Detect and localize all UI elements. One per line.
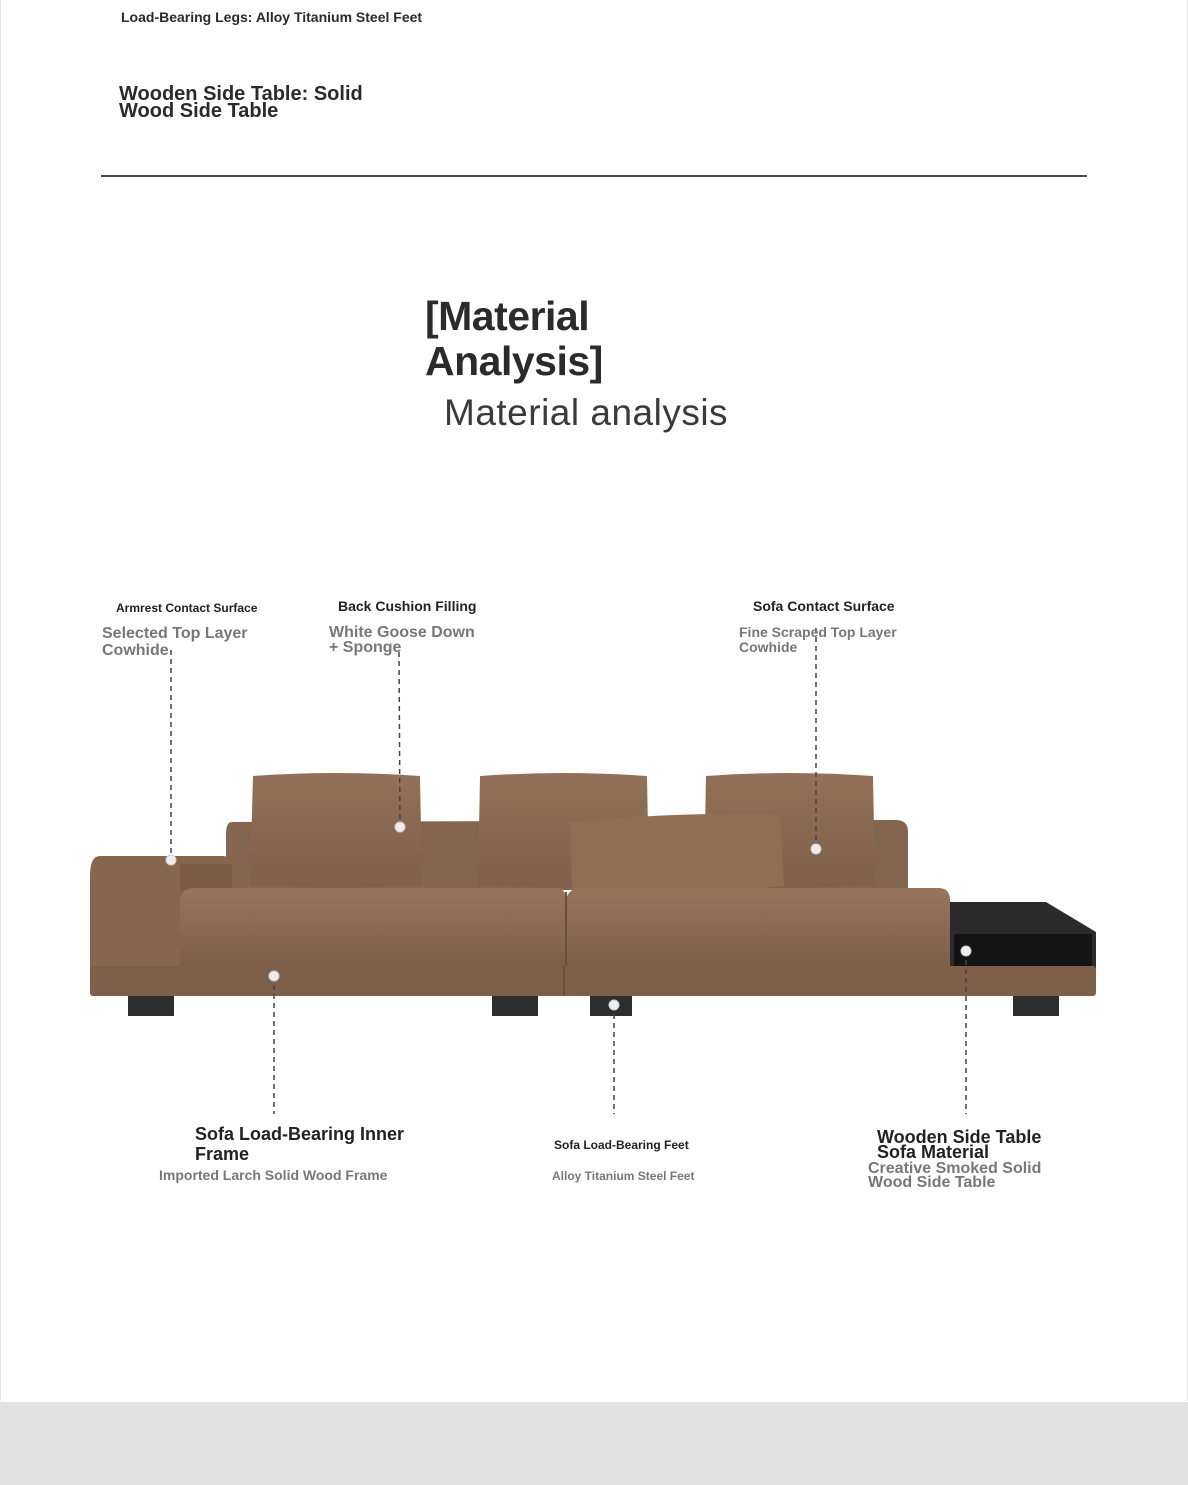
marker-feet (609, 1000, 619, 1010)
callout-frame-value: Imported Larch Solid Wood Frame (159, 1167, 388, 1183)
callout-armrest-value: Selected Top Layer Cowhide (102, 625, 248, 659)
sofa-leg-2 (492, 996, 538, 1016)
callout-side-table-heading: Wooden Side Table Sofa Material (877, 1127, 1042, 1162)
callout-side-table-value: Creative Smoked Solid Wood Side Table (868, 1160, 1042, 1191)
sofa-leg-4 (1013, 996, 1059, 1016)
marker-frame (269, 971, 279, 981)
callout-back-cushion-heading: Back Cushion Filling (338, 598, 477, 614)
callout-seat-value: Fine Scraped Top Layer Cowhide (739, 624, 897, 655)
marker-seat (811, 844, 821, 854)
page-subtitle: Material analysis (444, 392, 729, 433)
marker-back-cushion (395, 822, 405, 832)
callout-armrest-heading: Armrest Contact Surface (116, 601, 258, 615)
callout-back-cushion-value: White Goose Down + Sponge (329, 624, 475, 656)
seat-cushion-right (566, 888, 950, 968)
callout-frame-heading: Sofa Load-Bearing Inner Frame (195, 1124, 405, 1164)
back-cushion-front (570, 814, 784, 893)
callout-feet-value: Alloy Titanium Steel Feet (552, 1169, 695, 1183)
seat-cushion-left (180, 888, 566, 968)
marker-armrest (166, 855, 176, 865)
sofa-base (90, 966, 1096, 996)
sofa-leg-1 (128, 996, 174, 1016)
leader-back-cushion (399, 652, 400, 827)
marker-side-table (961, 946, 971, 956)
spec-load-bearing-legs: Load-Bearing Legs: Alloy Titanium Steel Feet (121, 9, 423, 25)
spec-wooden-side-table: Wooden Side Table: Solid Wood Side Table (119, 83, 363, 122)
page-title: [Material Analysis] (425, 293, 603, 384)
callout-feet-heading: Sofa Load-Bearing Feet (554, 1138, 689, 1152)
callout-seat-heading: Sofa Contact Surface (753, 598, 895, 614)
